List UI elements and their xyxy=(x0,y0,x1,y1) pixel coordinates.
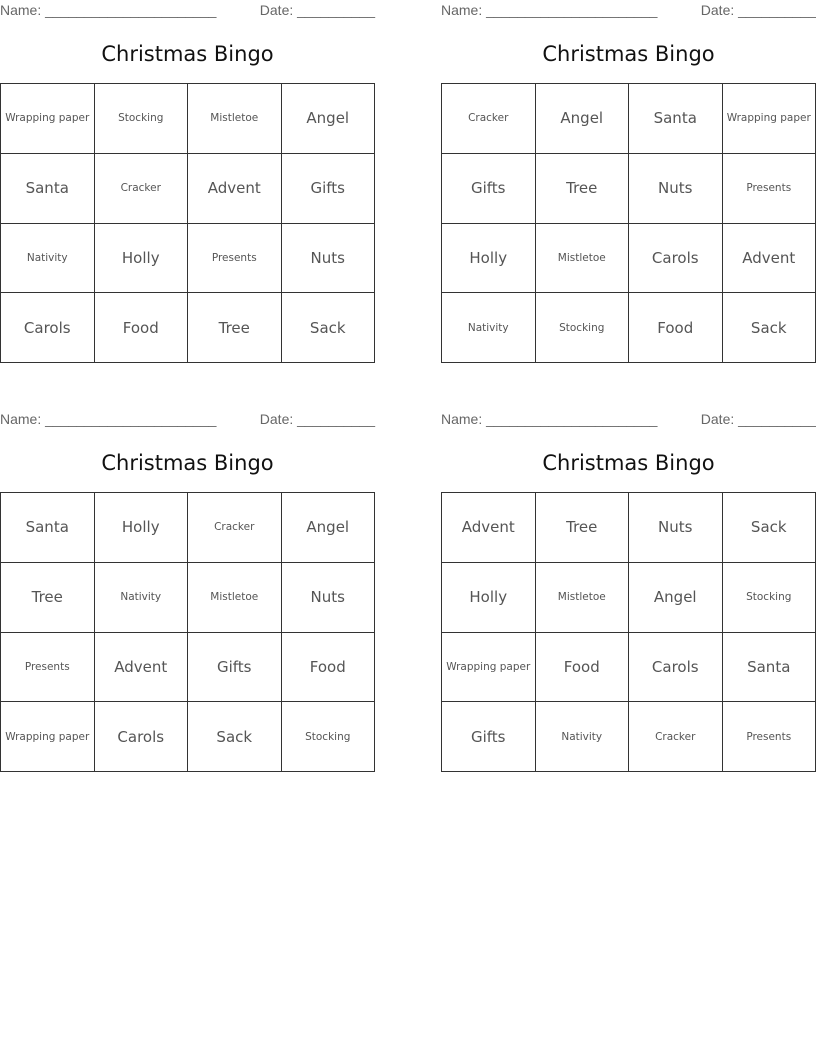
bingo-cell[interactable]: Gifts xyxy=(442,702,536,772)
bingo-cell[interactable]: Mistletoe xyxy=(536,563,630,633)
bingo-cell[interactable]: Holly xyxy=(95,493,189,563)
bingo-grid xyxy=(441,492,816,772)
name-field[interactable]: Name: ______________________ xyxy=(0,411,217,427)
card-header xyxy=(0,409,375,431)
bingo-grid xyxy=(441,83,816,363)
bingo-cell[interactable]: Santa xyxy=(1,493,95,563)
bingo-cell[interactable]: Wrapping paper xyxy=(1,702,95,772)
bingo-cell[interactable]: Food xyxy=(629,293,723,363)
card-header xyxy=(441,0,816,22)
bingo-cell[interactable]: Mistletoe xyxy=(188,84,282,154)
bingo-cell[interactable]: Nativity xyxy=(442,293,536,363)
bingo-cell[interactable]: Presents xyxy=(723,154,816,224)
bingo-card-4 xyxy=(441,409,816,746)
bingo-cell[interactable]: Sack xyxy=(282,293,376,363)
bingo-cell[interactable]: Nuts xyxy=(282,224,376,294)
bingo-cell[interactable]: Carols xyxy=(629,633,723,703)
bingo-cell[interactable]: Stocking xyxy=(723,563,816,633)
bingo-cell[interactable]: Sack xyxy=(188,702,282,772)
bingo-cell[interactable]: Presents xyxy=(723,702,816,772)
bingo-card-1 xyxy=(0,0,375,337)
bingo-cell[interactable]: Angel xyxy=(536,84,630,154)
date-field[interactable]: Date: __________ xyxy=(700,411,816,427)
bingo-grid xyxy=(0,83,375,363)
bingo-cell[interactable]: Angel xyxy=(282,84,376,154)
bingo-cell[interactable]: Nuts xyxy=(282,563,376,633)
bingo-cell[interactable]: Cracker xyxy=(188,493,282,563)
bingo-cell[interactable]: Tree xyxy=(536,493,630,563)
bingo-cell[interactable]: Mistletoe xyxy=(536,224,630,294)
bingo-cell[interactable]: Holly xyxy=(95,224,189,294)
bingo-cell[interactable]: Advent xyxy=(442,493,536,563)
bingo-cell[interactable]: Wrapping paper xyxy=(442,633,536,703)
bingo-cell[interactable]: Gifts xyxy=(442,154,536,224)
bingo-cell[interactable]: Carols xyxy=(629,224,723,294)
bingo-cell[interactable]: Sack xyxy=(723,493,816,563)
bingo-cell[interactable]: Holly xyxy=(442,224,536,294)
bingo-cell[interactable]: Advent xyxy=(188,154,282,224)
bingo-cell[interactable]: Advent xyxy=(95,633,189,703)
bingo-cell[interactable]: Nuts xyxy=(629,154,723,224)
card-title: Christmas Bingo xyxy=(542,451,715,475)
bingo-cell[interactable]: Cracker xyxy=(442,84,536,154)
bingo-cell[interactable]: Tree xyxy=(536,154,630,224)
bingo-cell[interactable]: Santa xyxy=(1,154,95,224)
bingo-cell[interactable]: Angel xyxy=(629,563,723,633)
bingo-cell[interactable]: Gifts xyxy=(188,633,282,703)
date-field[interactable]: Date: __________ xyxy=(259,2,375,18)
bingo-cell[interactable]: Stocking xyxy=(95,84,189,154)
name-field[interactable]: Name: ______________________ xyxy=(0,2,217,18)
bingo-cell[interactable]: Carols xyxy=(95,702,189,772)
bingo-cell[interactable]: Sack xyxy=(723,293,816,363)
bingo-cell[interactable]: Nuts xyxy=(629,493,723,563)
bingo-cell[interactable]: Mistletoe xyxy=(188,563,282,633)
bingo-cell[interactable]: Carols xyxy=(1,293,95,363)
bingo-cell[interactable]: Nativity xyxy=(1,224,95,294)
date-field[interactable]: Date: __________ xyxy=(259,411,375,427)
name-field[interactable]: Name: ______________________ xyxy=(441,2,658,18)
bingo-cell[interactable]: Cracker xyxy=(629,702,723,772)
bingo-cell[interactable]: Advent xyxy=(723,224,816,294)
card-title: Christmas Bingo xyxy=(542,42,715,66)
bingo-cell[interactable]: Nativity xyxy=(95,563,189,633)
name-field[interactable]: Name: ______________________ xyxy=(441,411,658,427)
bingo-cell[interactable]: Santa xyxy=(629,84,723,154)
bingo-cell[interactable]: Santa xyxy=(723,633,816,703)
bingo-cell[interactable]: Stocking xyxy=(282,702,376,772)
bingo-cell[interactable]: Cracker xyxy=(95,154,189,224)
bingo-cell[interactable]: Wrapping paper xyxy=(1,84,95,154)
bingo-cell[interactable]: Wrapping paper xyxy=(723,84,816,154)
bingo-card-2 xyxy=(441,0,816,337)
card-header xyxy=(0,0,375,22)
bingo-cell[interactable]: Gifts xyxy=(282,154,376,224)
card-title: Christmas Bingo xyxy=(101,42,274,66)
bingo-cell[interactable]: Tree xyxy=(188,293,282,363)
bingo-cell[interactable]: Holly xyxy=(442,563,536,633)
bingo-cell[interactable]: Presents xyxy=(1,633,95,703)
bingo-card-3 xyxy=(0,409,375,746)
bingo-grid xyxy=(0,492,375,772)
card-title: Christmas Bingo xyxy=(101,451,274,475)
bingo-cell[interactable]: Presents xyxy=(188,224,282,294)
card-header xyxy=(441,409,816,431)
bingo-cell[interactable]: Food xyxy=(536,633,630,703)
bingo-cell[interactable]: Angel xyxy=(282,493,376,563)
bingo-cell[interactable]: Food xyxy=(282,633,376,703)
date-field[interactable]: Date: __________ xyxy=(700,2,816,18)
bingo-cell[interactable]: Tree xyxy=(1,563,95,633)
bingo-cell[interactable]: Food xyxy=(95,293,189,363)
bingo-cell[interactable]: Stocking xyxy=(536,293,630,363)
bingo-cell[interactable]: Nativity xyxy=(536,702,630,772)
